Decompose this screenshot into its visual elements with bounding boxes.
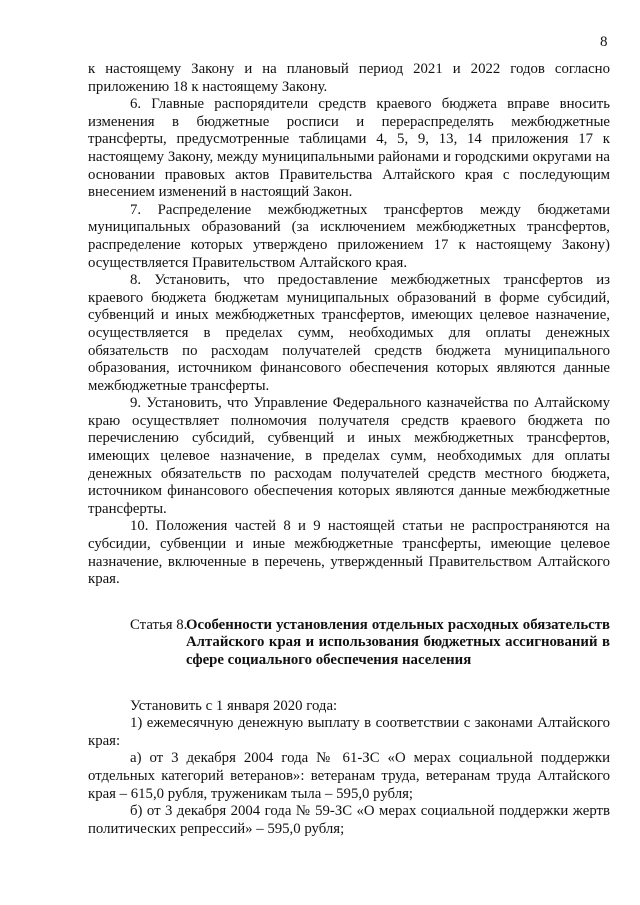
spacer	[88, 670, 610, 698]
paragraph-item-b: б) от 3 декабря 2004 года № 59-ЗС «О мерах социальной поддержки жертв политических репрессий» – 595,0 рубля;	[88, 803, 610, 837]
article-label: Статья 8.	[130, 616, 188, 633]
paragraph-9: 9. Установить, что Управление Федерального казначейства по Алтайскому краю осуществляет полномочия получателя средств краевого бюджета по перечислению субсидий, субвенций и иных межбюджетных трансфертов, имеющих целевое назначение, в пределах сумм, необходимых для оплаты денежных обязательств по расходам получателей средств местного бюджета, источником финансового обеспечения которых являются данные межбюджетные трансферты.	[88, 395, 610, 517]
paragraph-item-a: а) от 3 декабря 2004 года № 61-ЗС «О мерах социальной поддержки отдельных категорий ветеранов»: ветеранам труда, ветеранам труда Алтайского края – 615,0 рубля, труженикам тыла – 595,0 рубля;	[88, 750, 610, 802]
paragraph-10: 10. Положения частей 8 и 9 настоящей статьи не распространяются на субсидии, субвенции и иные межбюджетные трансферты, имеющие целевое назначение, включенные в перечень, утвержденный Правительством Алтайского края.	[88, 518, 610, 588]
paragraph-8: 8. Установить, что предоставление межбюджетных трансфертов из краевого бюджета бюджетам муниципальных образований в форме субсидий, субвенций и иных межбюджетных трансфертов, имеющих целевое назначение, осуществляется в пределах сумм, необходимых для оплаты денежных обязательств по расходам получателей средств бюджета муниципального образования, источником финансового обеспечения которых являются данные межбюджетные трансферты.	[88, 272, 610, 394]
document-body	[88, 61, 610, 838]
page-number: 8	[600, 34, 608, 50]
paragraph-7: 7. Распределение межбюджетных трансфертов между бюджетами муниципальных образований (за исключением межбюджетных трансфертов, распределение которых утверждено приложением 17 к настоящему Закону) осуществляется Правительством Алтайского края.	[88, 201, 610, 271]
paragraph-continuation: к настоящему Закону и на плановый период 2021 и 2022 годов согласно приложению 18 к настоящему Закону.	[88, 61, 610, 95]
spacer	[88, 589, 610, 617]
paragraph-intro: Установить с 1 января 2020 года:	[130, 697, 338, 714]
paragraph-6: 6. Главные распорядители средств краевого бюджета вправе вносить изменения в бюджетные росписи и перераспределять межбюджетные трансферты, предусмотренные таблицами 4, 5, 9, 13, 14 приложения 17 к настоящему Закону, между муниципальными районами и городскими округами на основании правовых актов Правительства Алтайского края с последующим внесением изменений в настоящий Закон.	[88, 96, 610, 201]
article-title: Особенности установления отдельных расходных обязательств Алтайского края и использования бюджетных ассигнований в сфере социального обеспечения населения	[186, 616, 610, 668]
article-heading	[88, 617, 610, 670]
paragraph-item-1: 1) ежемесячную денежную выплату в соответствии с законами Алтайского края:	[88, 715, 610, 749]
